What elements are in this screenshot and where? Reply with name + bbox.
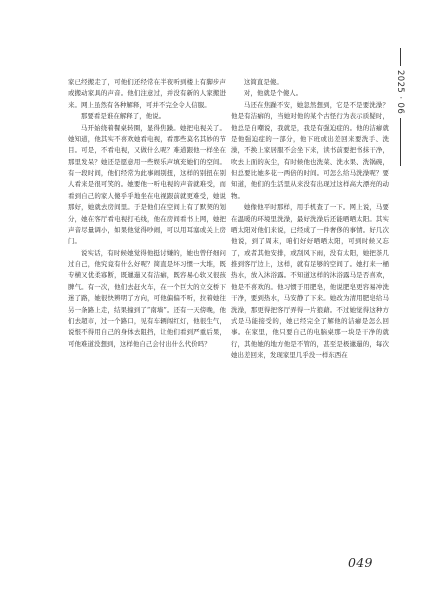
paragraph: 这简直是傻。 <box>243 78 283 86</box>
margin-rule-bottom <box>400 118 401 166</box>
paragraph: 她像他平时那样，用手机查了一下。网上说，马要在温暖的环境里洗澡，最好洗澡后还能晒晒太阳。其实晒太阳对他们来说，已经成了一件奢侈的事情。好几次他说，到了周末，咱们好好晒晒太阳，可到时候又忘了，或者其他安排，或刮风下雨，没有太阳，她把茶几推到客厅边上，这样，就有足够的空间了。她打来一桶热水，放入沐浴露。不知道这样的沐浴露马是否喜欢，他是不喜欢的。他习惯于用肥皂，他说肥皂更容易冲洗干净，要到热水，马安静了下来。她改为清用肥皂给马洗澡，那更得把客厅弄得一片狼藉。不过她觉得这种方式是马能接受的，她已经完全了解他的洁癖是怎么回事。在家里，他只要自己的电脑桌那一块是干净的就行，其他她的地方他是不管的，甚至是极邋遢的，每次她出差回来，发现家里几乎没一样东西在 <box>231 203 389 359</box>
paragraph: 家已经搬走了，可他们还经常在半夜听到楼上有脚步声或搬动家具的声音。他们注意过，并没有新的人家搬进来。网上虽然有各种解释，可并不完全令人信服。 <box>68 78 226 109</box>
paragraph: 那要看是谁在解释了，他说。 <box>80 112 166 121</box>
left-column <box>68 77 226 350</box>
paragraph: 马开始绕着餐桌转圈，显得焦躁。她把电视关了。她知道，他其实不喜欢她看电视，看那些莫名其妙的节目。可是，不看电视，又做什么呢？难道跟他一样坐在那里发呆？她还是愿意用一些娱乐声填充她们的空间。有一段时间，他们经常为此事闹别扭，这样的别扭在别人看来是很可笑的。她要他一听电视的声音就难受，而看到自己的家人傻乎乎地坐在电视跟前就更难受，她说那好，她就去房间里。于是他们在空间上有了默契的划分，她在客厅看电视打毛线，他在房间看书上网，她把声音尽量调小，如果他觉得吵闹，可以用耳塞或关上房门。 <box>68 123 226 246</box>
issue-label: 2025 · 06 <box>395 69 405 115</box>
page-number: 049 <box>348 555 373 570</box>
right-column <box>231 77 389 361</box>
margin-rule-top <box>400 48 401 66</box>
paragraph: 说实话，有时候她觉得他挺讨嫌的，她也曾仔细问过自己，他究竟有什么好呢？简直是坏习惯一大堆，既专横又优柔寡断，既邋遢又有洁癖，既容易心软又很孩脾气。有一次，他们去赶火车，在一个巨大的立交桥下迷了路，她很快辨明了方向，可他偏偏不听，拉着她往另一条路上走，结果撞到了“南墙”。还有一天傍晚，他们去超市，过一个路口，见有车辆闯红灯，他很生气，说恨不得用自己的身体去阻挡，让他们看到严重后果，可他难道没想到，这样他自己会付出什么代价吗？ <box>68 248 226 348</box>
paragraph: 马还在焦躁不安，她忽然想到，它是不是要洗澡？他是有洁癖的，当她对他的某个古怪行为表示质疑时，他总是自嘲说，我就是，我是有强迫症的。他的洁癖就是他强迫症的一部分，他下班或出差回来要洗手、洗澡，不换上家居服不会坐下来，读书前要把书抹干净，吹去上面的灰尘，有时候他也洗菜、洗水果、洗锅碗，但总要比她多花一两倍的时间。可怎么给马洗澡呢？要知道，他们的生活里从来没有出现过这样高大漂亮的动物。 <box>231 100 389 200</box>
paragraph: 对，他就是个傻人。 <box>243 89 303 98</box>
